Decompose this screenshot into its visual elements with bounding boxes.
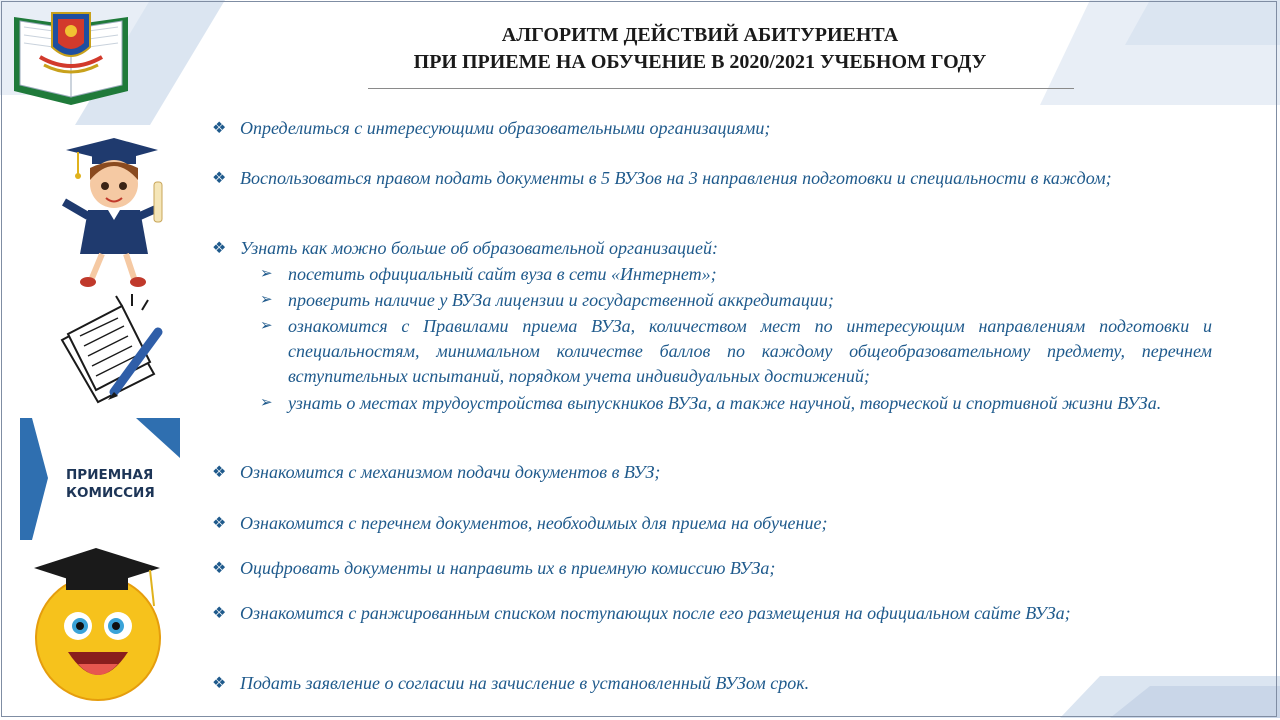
sub-list-item <box>260 391 1212 416</box>
bullet-diamond-icon: ❖ <box>212 240 227 257</box>
bullet-arrow-icon: ➢ <box>260 266 273 282</box>
list-item <box>212 460 1212 485</box>
list-item <box>212 556 1212 581</box>
admissions-label-line-1: ПРИЕМНАЯ <box>66 467 154 483</box>
list-item-text: Ознакомится с перечнем документов, необходимых для приема на обучение; <box>240 513 828 533</box>
sub-list-item-text: проверить наличие у ВУЗа лицензии и государственной аккредитации; <box>288 290 834 310</box>
bullet-arrow-icon: ➢ <box>260 292 273 308</box>
list-item-text: Ознакомится с ранжированным списком поступающих после его размещения на официальном сайте ВУЗа; <box>240 603 1071 623</box>
bullet-diamond-icon: ❖ <box>212 675 227 692</box>
algorithm-list <box>212 112 1212 712</box>
smiley-graduate-icon <box>30 548 166 704</box>
list-item <box>212 166 1212 191</box>
sub-list-item <box>260 314 1212 389</box>
bullet-arrow-icon: ➢ <box>260 318 273 334</box>
documents-pen-icon <box>58 292 168 404</box>
title-line-1: АЛГОРИТМ ДЕЙСТВИЙ АБИТУРИЕНТА <box>501 24 899 46</box>
sub-list-item <box>260 262 1212 287</box>
title-divider <box>368 88 1074 89</box>
sub-list-item-text: посетить официальный сайт вуза в сети «Интернет»; <box>288 264 717 284</box>
admissions-label-line-2: КОМИССИЯ <box>66 485 155 501</box>
list-item <box>212 601 1212 626</box>
list-item <box>212 511 1212 536</box>
list-item <box>212 116 1212 141</box>
emblem-book-logo <box>10 5 132 113</box>
bullet-diamond-icon: ❖ <box>212 170 227 187</box>
list-item <box>212 236 1212 261</box>
sub-list-item <box>260 288 1212 313</box>
list-item-text: Узнать как можно больше об образовательной организацией: <box>240 238 719 258</box>
bullet-diamond-icon: ❖ <box>212 515 227 532</box>
bullet-arrow-icon: ➢ <box>260 395 273 411</box>
list-item-text: Определиться с интересующими образовательными организациями; <box>240 118 771 138</box>
admissions-label <box>66 466 155 502</box>
bullet-diamond-icon: ❖ <box>212 120 227 137</box>
list-item <box>212 671 1212 696</box>
list-item-text: Ознакомится с механизмом подачи документов в ВУЗ; <box>240 462 661 482</box>
page-title <box>300 22 1100 76</box>
bullet-diamond-icon: ❖ <box>212 464 227 481</box>
list-item-text: Воспользоваться правом подать документы в 5 ВУЗов на 3 направления подготовки и специальности в каждом; <box>240 168 1112 188</box>
list-item-text: Оцифровать документы и направить их в приемную комиссию ВУЗа; <box>240 558 776 578</box>
title-line-2: ПРИ ПРИЕМЕ НА ОБУЧЕНИЕ В 2020/2021 УЧЕБНОМ ГОДУ <box>413 51 987 73</box>
sub-list-item-text: узнать о местах трудоустройства выпускников ВУЗа, а также научной, творческой и спортивной жизни ВУЗа. <box>288 393 1162 413</box>
sub-list-item-text: ознакомится с Правилами приема ВУЗа, количеством мест по интересующим направлениям подготовки и специальностям, минимальном количестве баллов по каждому общеобразовательному предмету, перечнем вступительных испытаний, порядком учета индивидуальных достижений; <box>288 316 1212 386</box>
bullet-diamond-icon: ❖ <box>212 605 227 622</box>
list-item-text: Подать заявление о согласии на зачисление в установленный ВУЗом срок. <box>240 673 810 693</box>
graduate-girl-illustration <box>58 138 170 290</box>
bullet-diamond-icon: ❖ <box>212 560 227 577</box>
